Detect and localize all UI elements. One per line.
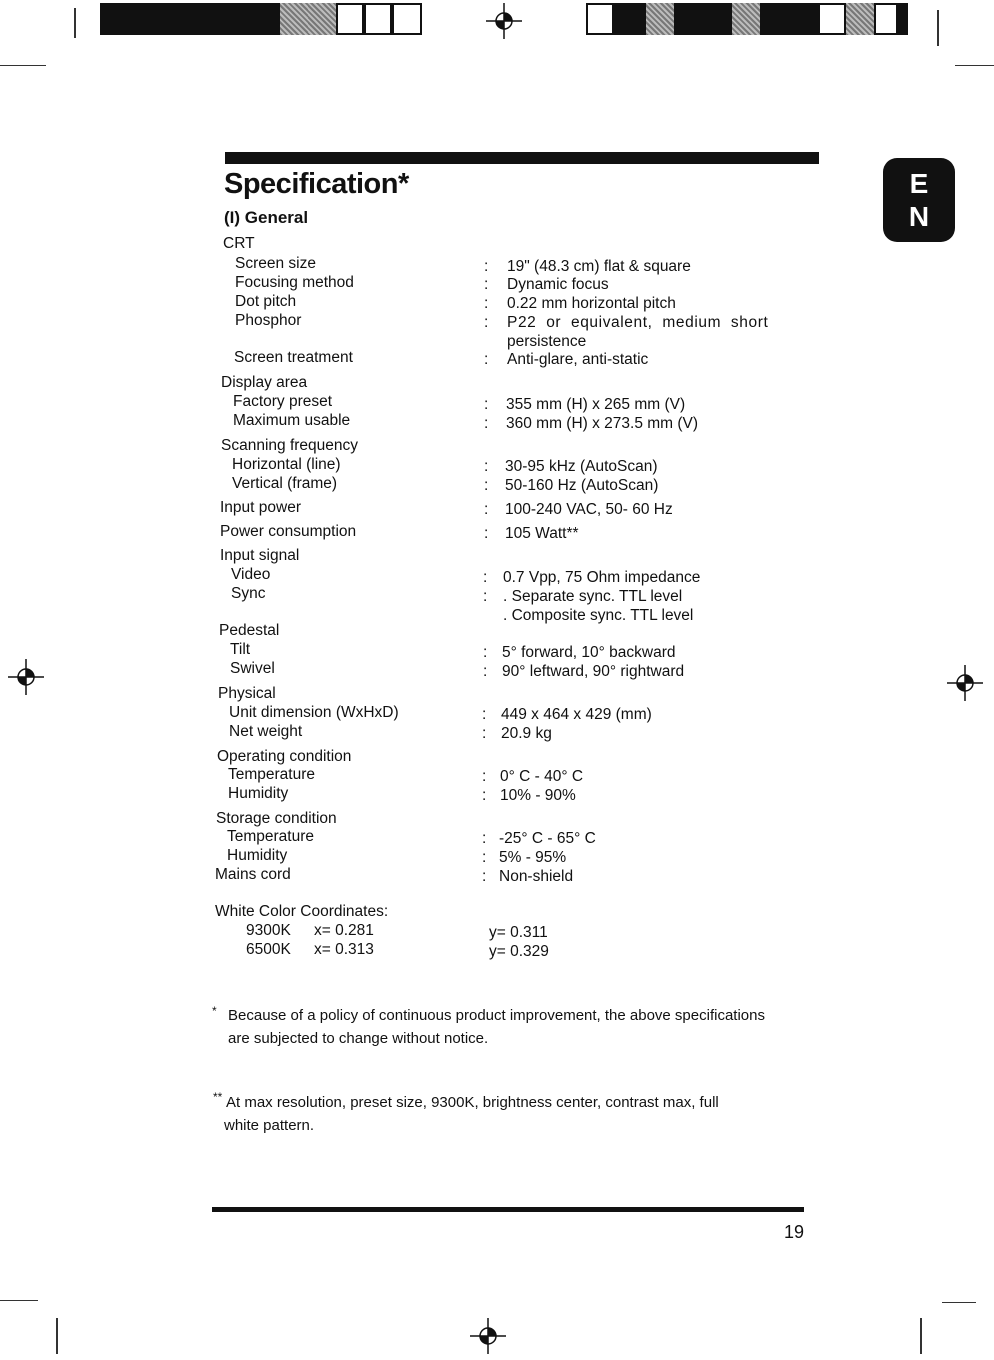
spec-label: Net weight [229, 723, 303, 740]
footnote-mark: * [212, 1004, 217, 1018]
spec-value: . Separate sync. TTL level [503, 588, 683, 605]
page-title: Specification* [224, 168, 409, 200]
spec-value: . Composite sync. TTL level [503, 607, 694, 624]
spec-value: persistence [507, 333, 587, 350]
colon: : [482, 725, 487, 742]
spec-label: Temperature [227, 828, 315, 845]
white-color-x: x= 0.313 [314, 941, 374, 958]
language-tab-letter: N [908, 201, 930, 232]
language-tab [883, 158, 955, 242]
colon: : [482, 787, 487, 804]
spec-label: Video [231, 566, 271, 583]
spec-label: Vertical (frame) [232, 475, 338, 492]
colon: : [484, 525, 489, 542]
spec-value: 0° C - 40° C [500, 768, 584, 785]
crop-mark [0, 65, 46, 66]
spec-label: Focusing method [235, 274, 354, 291]
crop-mark [74, 8, 76, 38]
footnote [228, 1004, 765, 1050]
crop-mark [955, 65, 994, 66]
spec-label: Tilt [230, 641, 251, 658]
spec-value: 20.9 kg [501, 725, 552, 742]
spec-value: Dynamic focus [507, 276, 609, 293]
footnote-line: are subjected to change without notice. [228, 1030, 489, 1047]
spec-value: 0.22 mm horizontal pitch [507, 295, 676, 312]
colon: : [484, 276, 489, 293]
white-color-x: x= 0.281 [314, 922, 374, 939]
white-color-y: y= 0.311 [489, 924, 548, 941]
colon: : [484, 295, 489, 312]
crop-mark [937, 10, 939, 46]
colon: : [482, 868, 487, 885]
footnote-line: Because of a policy of continuous product improvement, the above specifications [228, 1007, 765, 1024]
section-heading: (I) General [224, 208, 309, 227]
colon: : [482, 706, 487, 723]
spec-value: 5% - 95% [499, 849, 567, 866]
white-color-temp: 9300K [246, 922, 291, 939]
colon: : [484, 477, 489, 494]
page-number: 19 [784, 1222, 805, 1242]
spec-value: Anti-glare, anti-static [507, 351, 649, 368]
white-color-heading: White Color Coordinates: [215, 903, 389, 920]
spec-value: 5° forward, 10° backward [502, 644, 676, 661]
language-tab-letter: E [909, 168, 929, 199]
footnote-mark: ** [213, 1090, 223, 1104]
colon: : [482, 768, 487, 785]
registration-mark-icon [947, 665, 983, 701]
spec-label: Factory preset [233, 393, 333, 410]
spec-label: Temperature [228, 766, 316, 783]
colon: : [482, 849, 487, 866]
registration-mark-icon [470, 1318, 506, 1354]
spec-value: 100-240 VAC, 50- 60 Hz [505, 501, 673, 518]
spec-value: P22 or equivalent, medium short [507, 314, 769, 331]
footnote-line: At max resolution, preset size, 9300K, brightness center, contrast max, full [226, 1094, 719, 1111]
white-color-temp: 6500K [246, 941, 291, 958]
spec-value: 19" (48.3 cm) flat & square [507, 258, 691, 275]
colon: : [484, 258, 489, 275]
spec-label: Dot pitch [235, 293, 297, 310]
colon: : [483, 588, 488, 605]
spec-value: 10% - 90% [500, 787, 576, 804]
spec-value: 360 mm (H) x 273.5 mm (V) [506, 415, 699, 432]
colon: : [484, 351, 489, 368]
spec-label: Maximum usable [233, 412, 351, 429]
colon: : [484, 458, 489, 475]
registration-mark-icon [486, 3, 522, 39]
crop-mark [920, 1318, 922, 1354]
crop-mark [56, 1318, 58, 1354]
spec-group-label: Mains cord [215, 866, 291, 883]
spec-group-label: Display area [221, 374, 308, 391]
colon: : [483, 569, 488, 586]
spec-value: -25° C - 65° C [499, 830, 596, 847]
color-bar-right [586, 3, 908, 35]
spec-group-label: Pedestal [219, 622, 280, 639]
footnote-line: white pattern. [224, 1117, 315, 1134]
spec-value: 30-95 kHz (AutoScan) [505, 458, 658, 475]
spec-label: Horizontal (line) [232, 456, 341, 473]
colon: : [484, 314, 489, 331]
colon: : [482, 830, 487, 847]
crop-mark [0, 1300, 38, 1301]
spec-group-label: Storage condition [216, 810, 337, 827]
colon: : [484, 415, 489, 432]
spec-group-label: CRT [223, 235, 255, 252]
spec-value: Non-shield [499, 868, 574, 885]
spec-group-label: Scanning frequency [221, 437, 359, 454]
colon: : [484, 396, 489, 413]
spec-value: 355 mm (H) x 265 mm (V) [506, 396, 686, 413]
spec-label: Humidity [227, 847, 288, 864]
spec-value: 90° leftward, 90° rightward [502, 663, 685, 680]
header-rule [225, 152, 819, 164]
spec-value: 50-160 Hz (AutoScan) [505, 477, 659, 494]
color-bar-left [100, 3, 422, 35]
colon: : [483, 663, 488, 680]
colon: : [483, 644, 488, 661]
spec-value: 449 x 464 x 429 (mm) [501, 706, 652, 723]
white-color-y: y= 0.329 [489, 943, 549, 960]
spec-group-label: Physical [218, 685, 276, 702]
spec-value: 105 Watt** [505, 525, 579, 542]
spec-group-label: Power consumption [220, 523, 357, 540]
spec-group-label: Input signal [220, 547, 300, 564]
spec-label: Screen treatment [234, 349, 353, 366]
spec-label: Sync [231, 585, 266, 602]
spec-group-label: Input power [220, 499, 301, 516]
spec-label: Swivel [230, 660, 275, 677]
spec-label: Screen size [235, 255, 316, 272]
colon: : [484, 501, 489, 518]
spec-value: 0.7 Vpp, 75 Ohm impedance [503, 569, 701, 586]
registration-mark-icon [8, 659, 44, 695]
spec-label: Humidity [228, 785, 289, 802]
footnote [226, 1091, 719, 1137]
spec-group-label: Operating condition [217, 748, 352, 765]
spec-label: Unit dimension (WxHxD) [229, 704, 399, 721]
spec-label: Phosphor [235, 312, 302, 329]
footer-rule [212, 1207, 804, 1212]
crop-mark [942, 1302, 976, 1303]
